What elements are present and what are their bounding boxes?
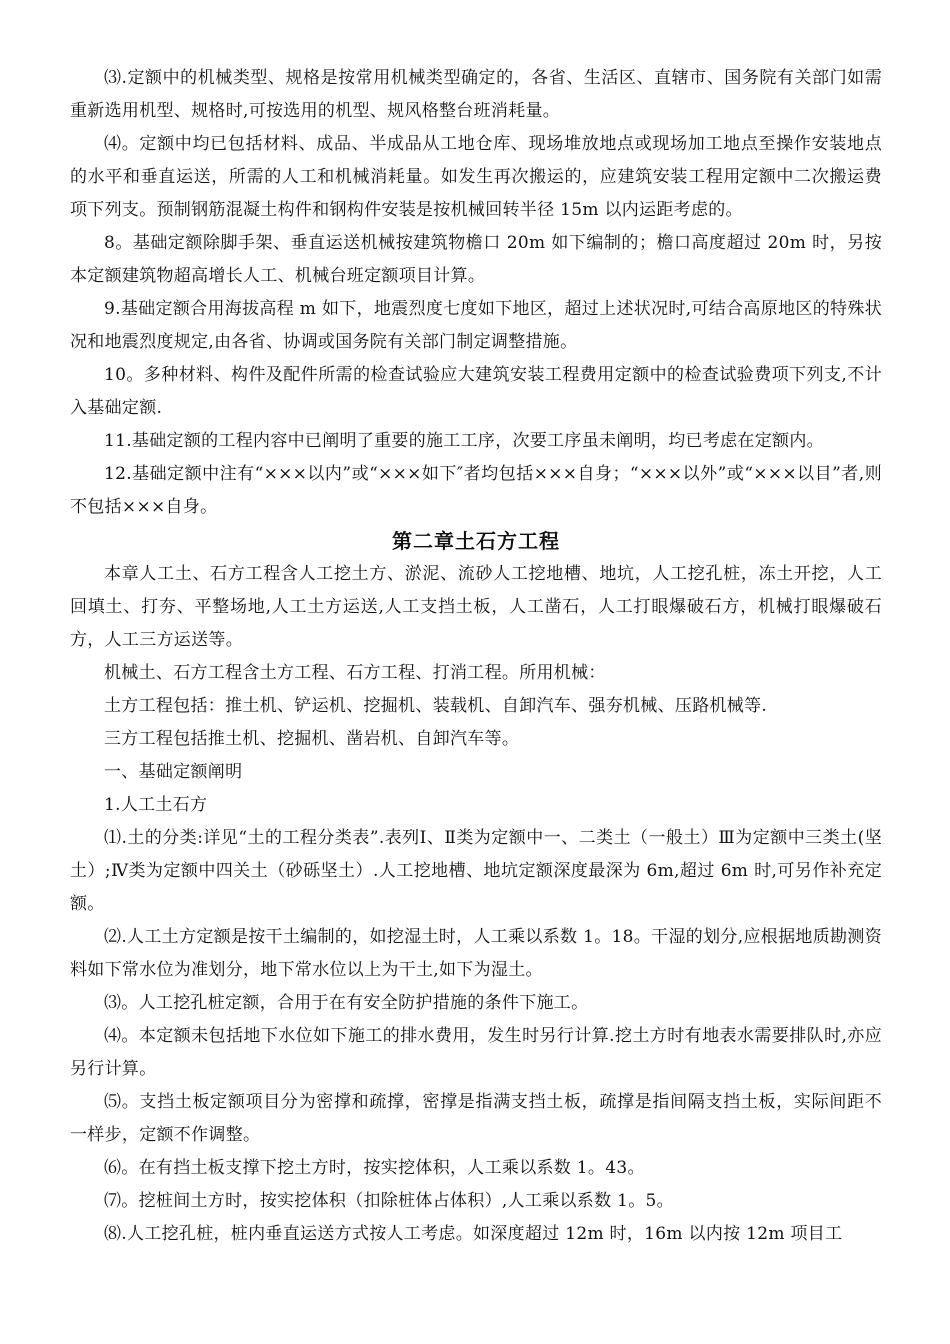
paragraph: ⑻.人工挖孔桩，桩内垂直运送方式按人工考虑。如深度超过 12m 时，16m 以内按 12m 项目工 <box>104 1224 843 1244</box>
paragraph: 三方工程包括推土机、挖掘机、凿岩机、自卸汽车等。 <box>104 729 520 749</box>
paragraph: ⑴.土的分类:详见“土的工程分类表”.表列Ⅰ、Ⅱ类为定额中一、二类土（一般土）Ⅲ为定额中三类土(坚土）;Ⅳ类为定额中四关土（砂砾坚土）.人工挖地槽、地坑定额深度最深为 6m,超过 6m 时,可另作补充定额。 <box>70 828 882 914</box>
subsection-heading: 1.人工土石方 <box>104 795 208 815</box>
paragraph: 本章人工土、石方工程含人工挖土方、淤泥、流砂人工挖地槽、地坑，人工挖孔桩，冻土开挖，人工回填土、打夯、平整场地,人工土方运送,人工支挡土板，人工凿石，人工打眼爆破石方，机械打眼爆破石方，人工三方运送等。 <box>70 564 882 650</box>
paragraph: ⑺。挖桩间土方时，按实挖体积（扣除桩体占体积）,人工乘以系数 1。5。 <box>104 1191 674 1211</box>
paragraph: 8。基础定额除脚手架、垂直运送机械按建筑物檐口 20m 如下编制的；檐口高度超过 20m 时，另按本定额建筑物超高增长人工、机械台班定额项目计算。 <box>70 233 882 286</box>
paragraph: ⑶。人工挖孔桩定额，合用于在有安全防护措施的条件下施工。 <box>104 993 589 1013</box>
section-heading: 一、基础定额阐明 <box>104 762 243 782</box>
paragraph: ⑵.人工土方定额是按干土编制的，如挖湿土时，人工乘以系数 1。18。干湿的划分,应根据地质勘测资料如下常水位为准划分，地下常水位以上为干土,如下为湿土。 <box>70 927 882 980</box>
document-page <box>70 62 882 1251</box>
paragraph: 9.基础定额合用海拔高程 m 如下，地震烈度七度如下地区，超过上述状况时,可结合高原地区的特殊状况和地震烈度规定,由各省、协调或国务院有关部门制定调整措施。 <box>70 299 882 352</box>
paragraph: ⑸。支挡土板定额项目分为密撑和疏撑，密撑是指满支挡土板，疏撑是指间隔支挡土板，实际间距不一样步，定额不作调整。 <box>70 1092 882 1145</box>
chapter-title: 第二章土石方工程 <box>392 529 560 553</box>
paragraph: ⑷。本定额未包括地下水位如下施工的排水费用，发生时另行计算.挖土方时有地表水需要排队时,亦应另行计算。 <box>70 1026 882 1079</box>
paragraph: 11.基础定额的工程内容中已阐明了重要的施工工序，次要工序虽未阐明，均已考虑在定额内。 <box>104 431 824 451</box>
paragraph: 机械土、石方工程含土方工程、石方工程、打消工程。所用机械： <box>104 663 606 683</box>
paragraph: 土方工程包括：推土机、铲运机、挖掘机、装载机、自卸汽车、强夯机械、压路机械等. <box>104 696 768 716</box>
paragraph: 10。多种材料、构件及配件所需的检查试验应大建筑安装工程费用定额中的检查试验费项下列支,不计入基础定额. <box>70 365 882 418</box>
paragraph: ⑷。定额中均已包括材料、成品、半成品从工地仓库、现场堆放地点或现场加工地点至操作安装地点的水平和垂直运送，所需的人工和机械消耗量。如发生再次搬运的，应建筑安装工程用定额中二次搬运费项下列支。预制钢筋混凝土构件和钢构件安装是按机械回转半径 15m 以内运距考虑的。 <box>70 134 882 220</box>
paragraph: 12.基础定额中注有“×××以内”或“×××如下″者均包括×××自身；“×××以外”或“×××以目”者,则不包括×××自身。 <box>70 464 882 517</box>
paragraph: ⑹。在有挡土板支撑下挖土方时，按实挖体积，人工乘以系数 1。43。 <box>104 1158 645 1178</box>
paragraph: ⑶.定额中的机械类型、规格是按常用机械类型确定的，各省、生活区、直辖市、国务院有关部门如需重新选用机型、规格时,可按选用的机型、规风格整台班消耗量。 <box>70 68 882 121</box>
